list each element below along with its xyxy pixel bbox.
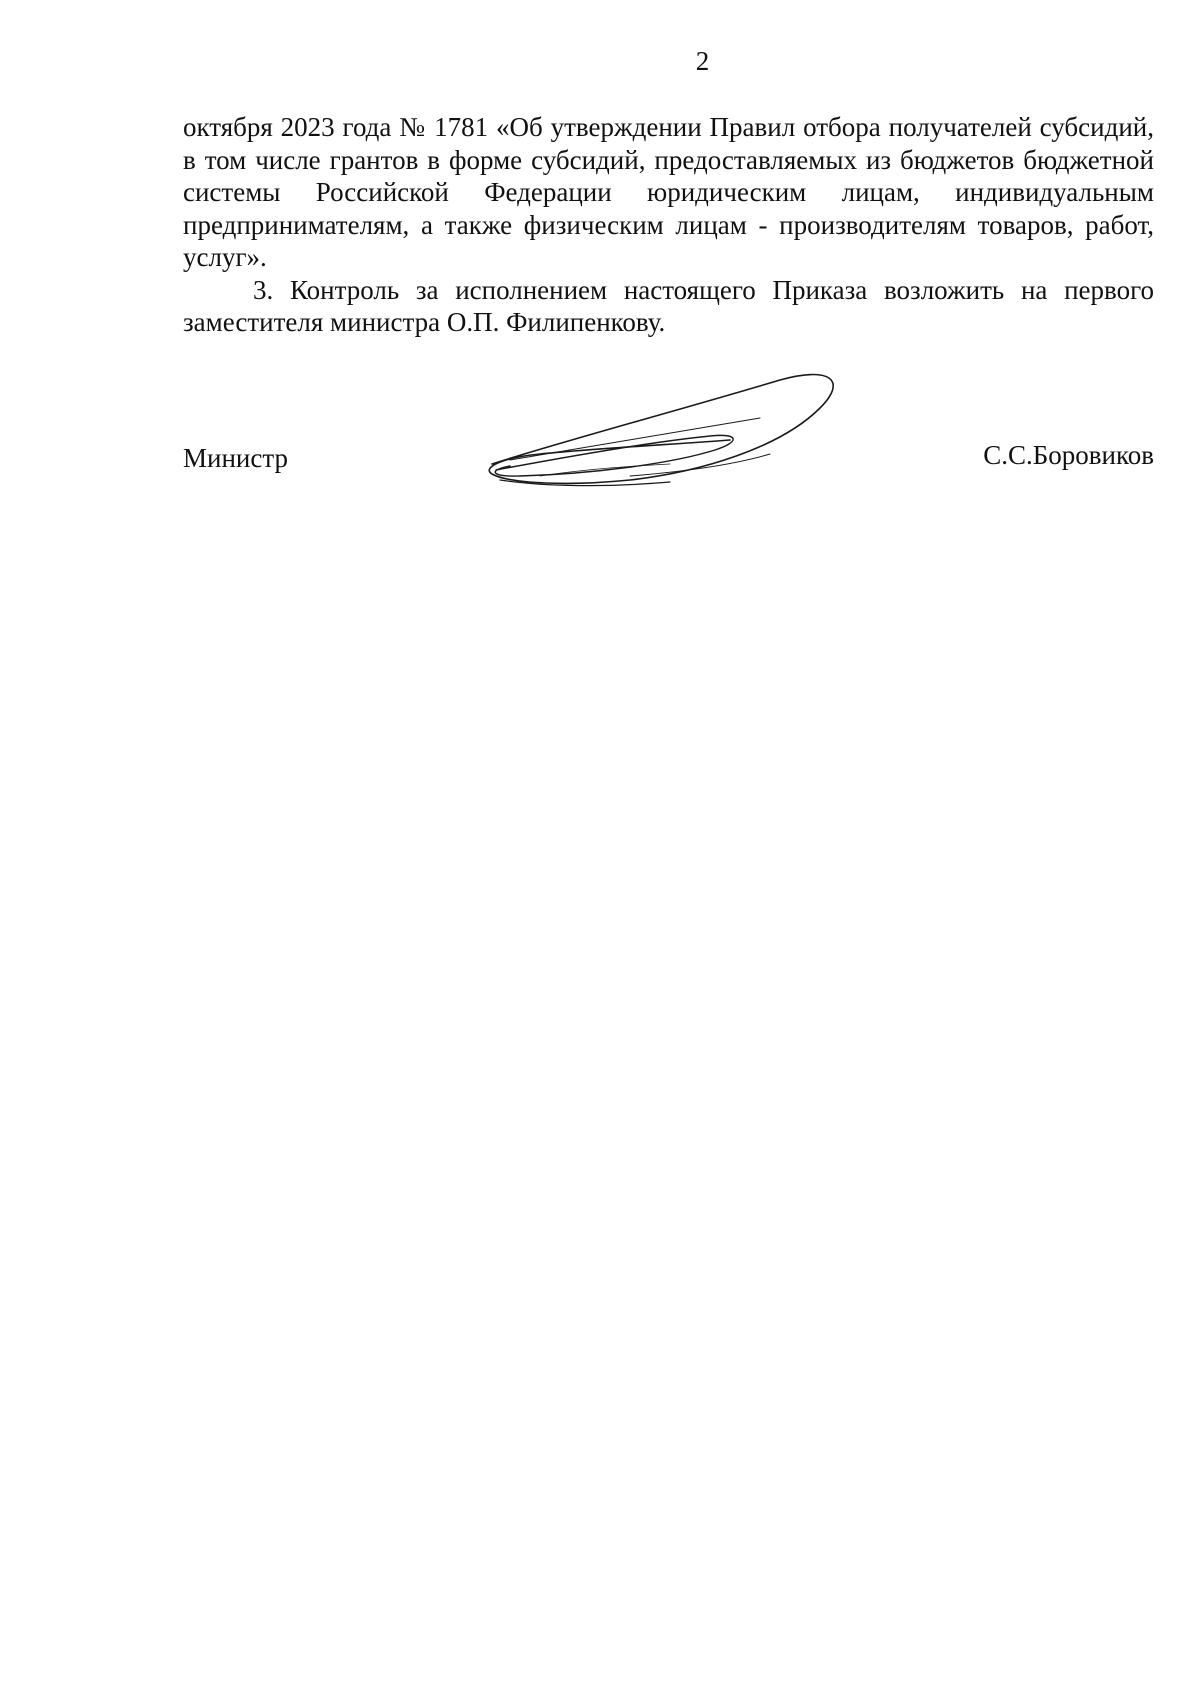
signatory-name: С.С.Боровиков bbox=[983, 440, 1154, 470]
signatory-title: Министр bbox=[183, 443, 288, 473]
page-number: 2 bbox=[695, 46, 710, 76]
handwritten-signature-icon bbox=[480, 370, 850, 500]
document-body bbox=[183, 111, 1154, 339]
paragraph-control-clause: 3. Контроль за исполнением настоящего Приказа возложить на первого заместителя министра О.П. Филипенкову. bbox=[183, 274, 1154, 337]
paragraph-continuation: октября 2023 года № 1781 «Об утверждении Правил отбора получателей субсидий, в том числе грантов в форме субсидий, предоставляемых из бюджетов бюджетной системы Российской Федерации юридическим лицам, индивидуальным предпринимателям, а также физическим лицам - производителям товаров, работ, услуг». bbox=[183, 112, 1154, 272]
